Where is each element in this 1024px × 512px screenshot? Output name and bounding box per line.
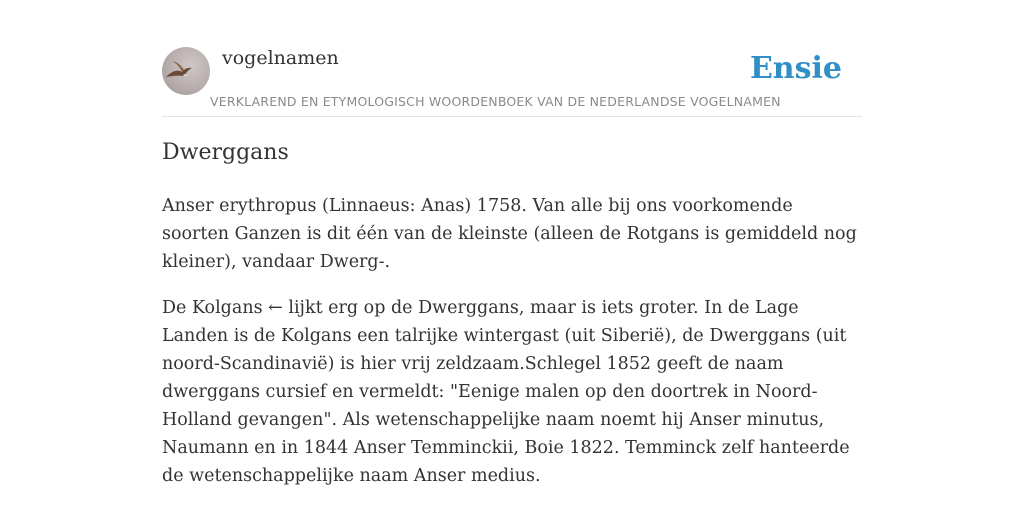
article-paragraph: Anser erythropus (Linnaeus: Anas) 1758. Van alle bij ons voorkomende soorten Ganzen is dit één van de kleinste (alleen de Rotgans is gemiddeld nog kleiner), vandaar Dwerg-.	[162, 196, 857, 272]
article-body	[162, 192, 862, 508]
page-title: Dwerggans	[162, 140, 289, 165]
ensie-logo-link[interactable]: Ensie	[749, 51, 842, 86]
site-subtitle: VERKLAREND EN ETYMOLOGISCH WOORDENBOEK VAN DE NEDERLANDSE VOGELNAMEN	[210, 94, 781, 109]
avatar[interactable]	[162, 47, 210, 95]
site-header	[162, 40, 862, 117]
site-name-link[interactable]: vogelnamen	[222, 47, 339, 69]
bird-in-flight-icon	[162, 47, 210, 95]
article-paragraph: De Kolgans ← lijkt erg op de Dwerggans, maar is iets groter. In de Lage Landen is de Kolgans een talrijke wintergast (uit Siberië), de Dwerggans (uit noord-Scandinavië) is hier vrij zeldzaam.Schlegel 1852 geeft de naam dwerggans cursief en vermeldt: "Eenige malen op den doortrek in Noord-Holland gevangen". Als wetenschappelijke naam noemt hij Anser minutus, Naumann en in 1844 Anser Temminckii, Boie 1822. Temminck zelf hanteerde de wetenschappelijke naam Anser medius.	[162, 298, 850, 486]
